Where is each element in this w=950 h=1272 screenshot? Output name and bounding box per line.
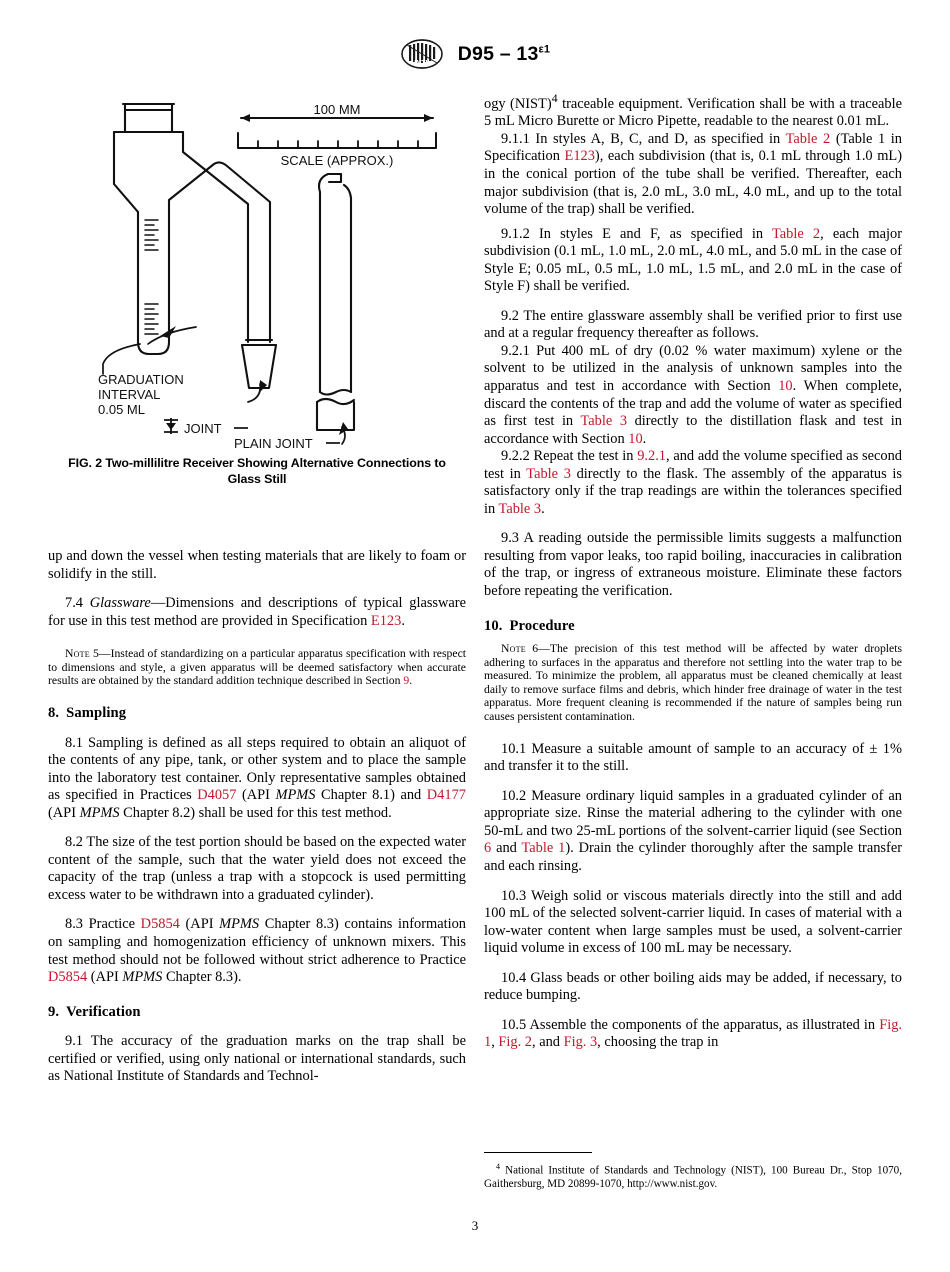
paragraph-text: —Dimensions and descriptions of typical glassware for use in this test method are provided in Specification [48, 595, 466, 629]
paragraph-9-1 [48, 1033, 466, 1086]
paragraph-number: 9.1.2 [501, 225, 530, 242]
link-d5854-2[interactable]: D5854 [48, 969, 88, 986]
italic-mpms-2: MPMS [79, 804, 120, 821]
link-fig-1[interactable]: Fig. 1 [484, 1016, 902, 1051]
link-fig-2[interactable]: Fig. 2 [498, 1034, 532, 1051]
link-table-3-c[interactable]: Table 3 [498, 500, 542, 517]
heading-9-verification [48, 1004, 466, 1022]
astm-logo [400, 38, 444, 70]
link-table-1[interactable]: Table 1 [521, 840, 566, 857]
paragraph-9-2-2 [484, 448, 902, 518]
note-text: The precision of this test method will be affected by water droplets adhering to surfaces in the apparatus and therefore not settling into the water trap to be measured. To minimize the problem, all apparatus must be cleaned chemically at least daily to remove surface films and debris, which hinder free drainage of water in the test apparatus. More frequent cleaning is recommended if the nature of samples being run causes persistent contamination. [484, 642, 903, 724]
paragraph-text-c: ), each subdivision (that is, 0.1 mL through 1.0 mL) in the conical portion of the tube shall be verified. Thereafter, each major subdivision (that is, 2.0 mL, 3.0 mL, 4.0 mL, and up to the total volume of the trap) shall be verified. [484, 148, 902, 218]
paragraph-number: 7.4 [65, 595, 83, 612]
paragraph-text: The accuracy of the graduation marks on the trap shall be certified or verified, using only national or international standards, such as National Institute of Standards and Technol- [48, 1033, 466, 1085]
paragraph-9-1-2 [484, 226, 902, 296]
paragraph-text-b: , each major subdivision (0.1 mL, 1.0 mL, 2.0 mL, 4.0 mL, and 5.0 mL in the case of Style E; 0.05 mL, 0.5 mL, 1.0 mL, 1.5 mL, and 2.0 mL in the case of Style F) shall be verified. [484, 225, 902, 295]
designation-text: D95 – 13 [457, 42, 539, 65]
paragraph-text-b: (API [236, 787, 276, 804]
paragraph-text-c: Chapter 8.1) and [315, 787, 427, 804]
taper-joint-symbol [164, 418, 178, 434]
paragraph-text-b: (Table 1 in Specification [484, 130, 903, 165]
paragraph-number: 9.1.1 [501, 130, 530, 147]
paragraph-text-c: ). Drain the cylinder thoroughly after the sample transfer and each rinsing. [484, 840, 903, 874]
paragraph-number: 8.2 [65, 834, 83, 851]
paragraph-text-d: (API [87, 969, 123, 986]
paragraph-text-b: . When complete, discard the contents of the trap and add the volume of water as specified as first test in [484, 378, 903, 430]
paragraph-8-1 [48, 735, 466, 823]
paragraph-number: 10.1 [501, 740, 527, 757]
footnote-reference-4[interactable]: 4 [551, 91, 558, 105]
paragraph-text-d: . [642, 430, 647, 447]
paragraph-10-5 [484, 1017, 902, 1052]
paragraph-number: 9.2 [501, 307, 519, 324]
paragraph-text-d: (API [48, 804, 80, 821]
paragraph-text: Weigh solid or viscous materials directly into the still and add 100 mL of the selected solvent-carrier liquid. In cases of material with a low-water content when large samples must be used, a solvent-carrier liquid volume in excess of 100 mL may be necessary. [484, 887, 902, 957]
paragraph-text-d: , choosing the trap in [597, 1034, 719, 1051]
designation-superscript: ε1 [538, 43, 551, 55]
paragraph-9-1-continued [484, 90, 902, 131]
paragraph-text-b: , and add the volume specified as second test in [484, 448, 902, 482]
heading-title: Sampling [66, 704, 127, 721]
paragraph-10-3 [484, 888, 902, 958]
graduation-label-line3: 0.05 ML [98, 402, 145, 417]
link-d4057[interactable]: D4057 [197, 787, 237, 804]
term-glassware: Glassware [89, 595, 151, 612]
note-number: 6— [525, 642, 550, 656]
link-9-2-1[interactable]: 9.2.1 [637, 448, 666, 465]
paragraph-number: 10.2 [501, 787, 527, 804]
link-d4177[interactable]: D4177 [426, 787, 466, 804]
paragraph-text: The size of the test portion should be based on the expected water content of the sample, such that the water yield does not exceed the capacity of the trap (unless a trap with a stopcock is used permitting excess water to be withdrawn into a graduated cylinder). [48, 834, 466, 903]
heading-8-sampling [48, 705, 466, 723]
paragraph-text-a: ogy (NIST) [484, 95, 552, 112]
paragraph-8-3 [48, 916, 466, 986]
note-text: Instead of standardizing on a particular apparatus specification with respect to dimensions and style, a given apparatus will be deemed satisfactory when accurate results are obtained by the standard addition technique described in Section [48, 647, 467, 688]
svg-text:INTL: INTL [413, 60, 430, 67]
receiver-tube [114, 104, 183, 354]
graduation-label-line1: GRADUATION [98, 372, 184, 387]
paragraph-9-3 [484, 530, 902, 600]
paragraph-text-c: , and [532, 1034, 564, 1051]
paragraph-text-b: traceable equipment. Verification shall be with a traceable 5 mL Micro Burette or Micro Pipette, readable to the nearest 0.01 mL. [484, 95, 902, 130]
paragraph-9-2-1 [484, 343, 902, 448]
italic-mpms-1: MPMS [219, 916, 260, 933]
italic-mpms-2: MPMS [122, 969, 163, 986]
paragraph-text-e: Chapter 8.2) shall be used for this test method. [119, 804, 392, 821]
figure-2 [48, 92, 466, 487]
link-d5854-1[interactable]: D5854 [140, 916, 180, 933]
footnote-4 [484, 1160, 902, 1192]
paragraph-10-1 [484, 741, 902, 776]
paragraph-7-3-continued: up and down the vessel when testing materials that are likely to foam or solidify in the still. [48, 548, 466, 582]
note-label: Note [65, 647, 90, 661]
paragraph-number: 9.3 [501, 530, 519, 547]
footnote-text: National Institute of Standards and Technology (NIST), 100 Bureau Dr., Stop 1070, Gaithersburg, MD 20899-1070, http://www.nist.gov. [484, 1164, 902, 1191]
plain-joint [317, 399, 354, 430]
note-5 [48, 647, 466, 688]
heading-number: 8. [48, 704, 60, 721]
paragraph-text: Sampling is defined as all steps required to obtain an aliquot of the contents of any pipe, tank, or other system and to place the sample into the laboratory test container. Only representative samples obtained as specified in Practices [48, 734, 466, 804]
scale-bar [238, 114, 436, 148]
right-tube [319, 174, 351, 395]
note-6 [484, 642, 902, 724]
link-section-6[interactable]: 6 [484, 840, 492, 857]
paragraph-text-b: , [491, 1034, 499, 1051]
paragraph-number: 10.4 [501, 969, 527, 986]
paragraph-10-4 [484, 970, 902, 1005]
paragraph-text-a: In styles A, B, C, and D, as specified in [529, 130, 786, 147]
heading-title: Verification [66, 1003, 141, 1020]
paragraph-text-a: Repeat the test in [529, 448, 638, 465]
link-section-9[interactable]: 9 [403, 674, 410, 688]
joint-label: JOINT [184, 421, 222, 436]
paragraph-text: Glass beads or other boiling aids may be added, if necessary, to reduce bumping. [484, 969, 902, 1004]
paragraph-9-1-1 [484, 131, 902, 219]
paragraph-number: 8.3 [65, 916, 83, 933]
paragraph-9-2 [484, 308, 902, 343]
left-column [48, 548, 466, 1086]
figure-caption-line1: FIG. 2 Two-millilitre Receiver Showing Alternative Connections to [68, 456, 446, 470]
link-fig-3[interactable]: Fig. 3 [563, 1034, 598, 1051]
paragraph-text-c: directly to the flask. The assembly of the apparatus is satisfactory only if the trap readings are within the tolerances specified in [484, 465, 902, 517]
paragraph-text-d: . [541, 500, 545, 517]
link-table-2[interactable]: Table 2 [772, 225, 821, 242]
paragraph-text-e: Chapter 8.3). [162, 969, 242, 986]
heading-10-procedure [484, 618, 902, 636]
paragraph-10-2 [484, 788, 902, 876]
right-column [484, 90, 902, 1052]
footnote-block [484, 1152, 902, 1192]
heading-title: Procedure [509, 617, 575, 634]
link-section-10-a[interactable]: 10 [778, 378, 793, 394]
standard-designation [458, 43, 551, 66]
italic-mpms-1: MPMS [275, 787, 316, 804]
paragraph-text-end: . [401, 612, 405, 629]
paragraph-number: 9.2.1 [501, 342, 530, 359]
ground-glass-joint [242, 340, 276, 388]
link-e123[interactable]: E123 [564, 148, 595, 165]
paragraph-text: Practice [83, 916, 141, 933]
paragraph-text-a: Measure ordinary liquid samples in a graduated cylinder of an appropriate size. Rinse the material adhering to the cylinder with one 50-mL and two 25-mL portions of the solvent-carrier liquid (see Section [484, 787, 902, 839]
note-number: 5— [89, 647, 111, 661]
heading-number: 10. [484, 617, 503, 634]
paragraph-number: 9.2.2 [501, 448, 530, 465]
paragraph-7-4 [48, 595, 466, 630]
paragraph-text-a: In styles E and F, as specified in [529, 225, 772, 242]
paragraph-text-c: directly to the distillation flask and test in accordance with Section [484, 413, 902, 447]
graduation-label-line2: INTERVAL [98, 387, 161, 402]
paragraph-text-b: and [491, 840, 522, 857]
paragraph-text-b: (API [179, 916, 220, 933]
page-header [0, 38, 950, 70]
side-arm-left [169, 142, 270, 342]
paragraph-number: 10.5 [501, 1016, 527, 1033]
note-label: Note [501, 642, 526, 656]
paragraph-8-2 [48, 834, 466, 904]
scale-length-label: 100 MM [313, 102, 361, 117]
heading-number: 9. [48, 1003, 60, 1020]
figure-caption [48, 456, 466, 487]
paragraph-number: 9.1 [65, 1033, 83, 1050]
figure-2-illustration [48, 92, 466, 452]
paragraph-text: Measure a suitable amount of sample to an accuracy of ± 1% and transfer it to the still. [484, 740, 902, 775]
figure-caption-line2: Glass Still [227, 471, 287, 486]
scale-caption-label: SCALE (APPROX.) [280, 153, 394, 168]
link-table-3-a[interactable]: Table 3 [580, 413, 628, 430]
note-text-end: . [409, 674, 413, 688]
plain-joint-label: PLAIN JOINT [234, 436, 313, 451]
paragraph-text: The entire glassware assembly shall be verified prior to first use and at a regular frequency thereafter as follows. [484, 307, 902, 342]
paragraph-number: 8.1 [65, 734, 83, 751]
paragraph-text-a: Assemble the components of the apparatus, as illustrated in [526, 1016, 880, 1033]
page-number: 3 [471, 1218, 479, 1233]
paragraph-text: A reading outside the permissible limits suggests a malfunction resulting from vapor leaks, too rapid boiling, inaccuracies in calibration of the trap, or ingress of extraneous moisture. Eliminate these factors before repeating the verification. [484, 530, 902, 600]
paragraph-text-a: Put 400 mL of dry (0.02 % water maximum) xylene or the solvent to be utilized in the analysis of unknown samples into the apparatus and test in accordance with Section [484, 342, 902, 394]
link-table-3-b[interactable]: Table 3 [526, 465, 571, 482]
paragraph-number: 10.3 [501, 887, 527, 904]
link-e123[interactable]: E123 [370, 612, 402, 629]
footnote-marker: 4 [496, 1162, 500, 1171]
paragraph-text-c: Chapter 8.3) contains information on sampling and homogenization efficiency of unknown mixers. This test method should not be followed without strict adherence to Practice [48, 916, 466, 968]
link-table-2[interactable]: Table 2 [785, 130, 831, 147]
link-section-10-b[interactable]: 10 [628, 430, 643, 447]
footnote-divider [484, 1152, 592, 1153]
